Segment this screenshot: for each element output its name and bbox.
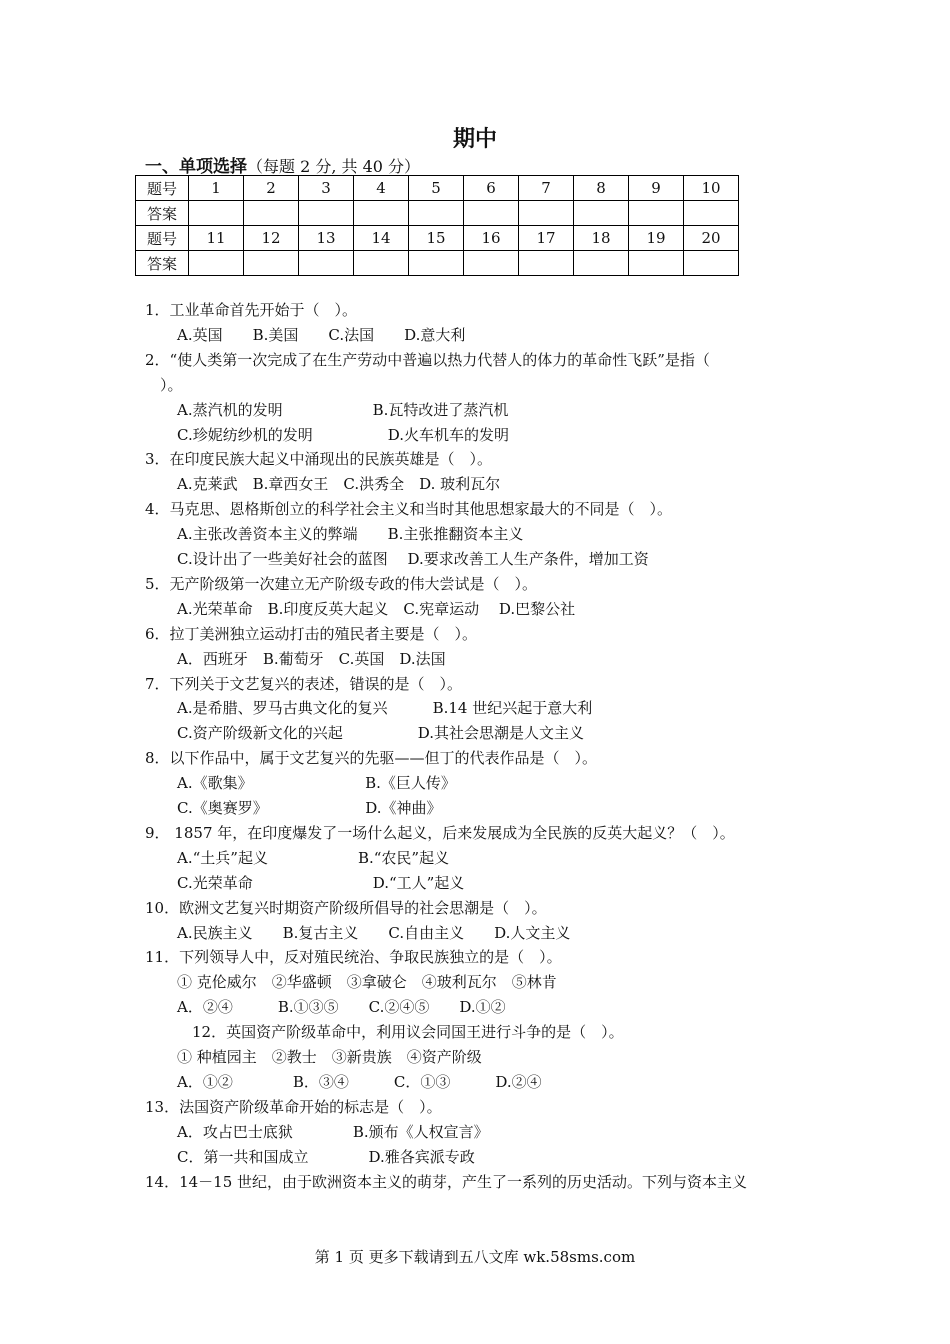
answer-cell[interactable]	[189, 201, 244, 226]
answer-table-row	[136, 176, 739, 201]
question-number-cell: 1	[189, 176, 244, 201]
answer-table-row-header: 答案	[136, 201, 189, 226]
answer-cell[interactable]	[354, 251, 409, 276]
question-option: A.《歌集》 B.《巨人传》	[177, 774, 456, 793]
question-stem: 2．“使人类第一次完成了在生产劳动中普遍以热力代替人的体力的革命性飞跃”是指（	[145, 350, 710, 369]
question-option: A.“土兵”起义 B.“农民”起义	[177, 848, 450, 867]
section-note: （每题 2 分, 共 40 分）	[247, 157, 421, 176]
question-stem: 9． 1857 年，在印度爆发了一场什么起义，后来发展成为全民族的反英大起义？（ ）。	[145, 823, 735, 842]
question-number-cell: 9	[629, 176, 684, 201]
question-number-cell: 7	[519, 176, 574, 201]
answer-table-row	[136, 251, 739, 276]
question-option: A.蒸汽机的发明 B.瓦特改进了蒸汽机	[177, 400, 509, 419]
page-title: 期中	[452, 127, 497, 152]
answer-cell[interactable]	[574, 251, 629, 276]
answer-cell[interactable]	[519, 201, 574, 226]
section-heading	[145, 152, 420, 177]
question-number-cell: 13	[299, 226, 354, 251]
question-option: A.主张改善资本主义的弊端 B.主张推翻资本主义	[177, 525, 524, 544]
answer-table	[135, 175, 739, 276]
question-stem: 3．在印度民族大起义中涌现出的民族英雄是（ ）。	[145, 450, 493, 469]
question-option: A．攻占巴士底狱 B.颁布《人权宣言》	[177, 1122, 489, 1141]
question-stem: 6．拉丁美洲独立运动打击的殖民者主要是（ ）。	[145, 624, 478, 643]
question-number-cell: 2	[244, 176, 299, 201]
answer-cell[interactable]	[409, 251, 464, 276]
question-option: A.英国 B.美国 C.法国 D.意大利	[177, 325, 466, 344]
question-stem: 1．工业革命首先开始于（ ）。	[145, 301, 358, 319]
question-stem: 14．14－15 世纪，由于欧洲资本主义的萌芽，产生了一系列的历史活动。下列与资本主义	[145, 1172, 748, 1191]
question-option: A.光荣革命 B.印度反英大起义 C.宪章运动 D.巴黎公社	[177, 599, 576, 618]
question-option: ）。	[160, 375, 183, 394]
answer-cell[interactable]	[629, 251, 684, 276]
question-stem: 5．无产阶级第一次建立无产阶级专政的伟大尝试是（ ）。	[145, 574, 538, 593]
question-stem: 4．马克思、恩格斯创立的科学社会主义和当时其他思想家最大的不同是（ ）。	[145, 500, 673, 519]
question-option: C.光荣革命 D.“工人”起义	[177, 873, 465, 892]
question-option: C.设计出了一些美好社会的蓝图 D.要求改善工人生产条件，增加工资	[177, 550, 649, 568]
question-option: C．第一共和国成立 D.雅各宾派专政	[177, 1147, 475, 1166]
question-number-cell: 14	[354, 226, 409, 251]
answer-table-row-header: 题号	[136, 176, 189, 201]
question-number-cell: 17	[519, 226, 574, 251]
question-option: A．①② B．③④ C．①③ D.②④	[177, 1072, 542, 1091]
answer-cell[interactable]	[464, 201, 519, 226]
question-option: A.克莱武 B.章西女王 C.洪秀全 D. 玻利瓦尔	[177, 475, 501, 494]
answer-table-row	[136, 226, 739, 251]
question-stem: 11．下列领导人中，反对殖民统治、争取民族独立的是（ ）。	[145, 948, 562, 967]
question-number-cell: 20	[684, 226, 739, 251]
question-stem: 10．欧洲文艺复兴时期资产阶级所倡导的社会思潮是（ ）。	[145, 898, 547, 917]
question-stem: 7．下列关于文艺复兴的表述，错误的是（ ）。	[145, 674, 463, 693]
question-number-cell: 11	[189, 226, 244, 251]
answer-cell[interactable]	[629, 201, 684, 226]
answer-cell[interactable]	[299, 201, 354, 226]
answer-cell[interactable]	[354, 201, 409, 226]
question-option: A．②④ B.①③⑤ C.②④⑤ D.①②	[177, 998, 506, 1017]
answer-cell[interactable]	[244, 251, 299, 276]
question-option: C.珍妮纺纱机的发明 D.火车机车的发明	[177, 425, 509, 444]
answer-cell[interactable]	[464, 251, 519, 276]
question-number-cell: 19	[629, 226, 684, 251]
section-label: 一、单项选择	[145, 157, 247, 177]
answer-table-row-header: 题号	[136, 226, 189, 251]
question-number-cell: 18	[574, 226, 629, 251]
answer-table-row	[136, 201, 739, 226]
question-number-cell: 12	[244, 226, 299, 251]
question-stem: 13．法国资产阶级革命开始的标志是（ ）。	[145, 1097, 442, 1116]
question-option: ① 克伦威尔 ②华盛顿 ③拿破仑 ④玻利瓦尔 ⑤林肯	[177, 973, 557, 992]
answer-cell[interactable]	[189, 251, 244, 276]
question-option: C.《奥赛罗》 D.《神曲》	[177, 799, 442, 817]
question-number-cell: 16	[464, 226, 519, 251]
question-option: 12．英国资产阶级革命中，利用议会同国王进行斗争的是（ ）。	[177, 1023, 624, 1042]
answer-cell[interactable]	[684, 201, 739, 226]
question-number-cell: 15	[409, 226, 464, 251]
answer-cell[interactable]	[519, 251, 574, 276]
page-footer: 第 1 页 更多下载请到五八文库 wk.58sms.com	[314, 1248, 636, 1266]
question-number-cell: 4	[354, 176, 409, 201]
question-option: A.是希腊、罗马古典文化的复兴 B.14 世纪兴起于意大利	[177, 699, 593, 718]
question-option: A.民族主义 B.复古主义 C.自由主义 D.人文主义	[177, 923, 571, 942]
answer-cell[interactable]	[409, 201, 464, 226]
question-number-cell: 3	[299, 176, 354, 201]
question-number-cell: 6	[464, 176, 519, 201]
answer-cell[interactable]	[574, 201, 629, 226]
question-option: C.资产阶级新文化的兴起 D.其社会思潮是人文主义	[177, 724, 584, 743]
question-stem: 8．以下作品中，属于文艺复兴的先驱——但丁的代表作品是（ ）。	[145, 749, 598, 768]
answer-cell[interactable]	[299, 251, 354, 276]
question-option: A．西班牙 B.葡萄牙 C.英国 D.法国	[177, 649, 446, 668]
question-number-cell: 8	[574, 176, 629, 201]
answer-cell[interactable]	[684, 251, 739, 276]
question-number-cell: 10	[684, 176, 739, 201]
answer-table-row-header: 答案	[136, 251, 189, 276]
answer-cell[interactable]	[244, 201, 299, 226]
question-number-cell: 5	[409, 176, 464, 201]
question-option: ① 种植园主 ②教士 ③新贵族 ④资产阶级	[177, 1048, 482, 1066]
